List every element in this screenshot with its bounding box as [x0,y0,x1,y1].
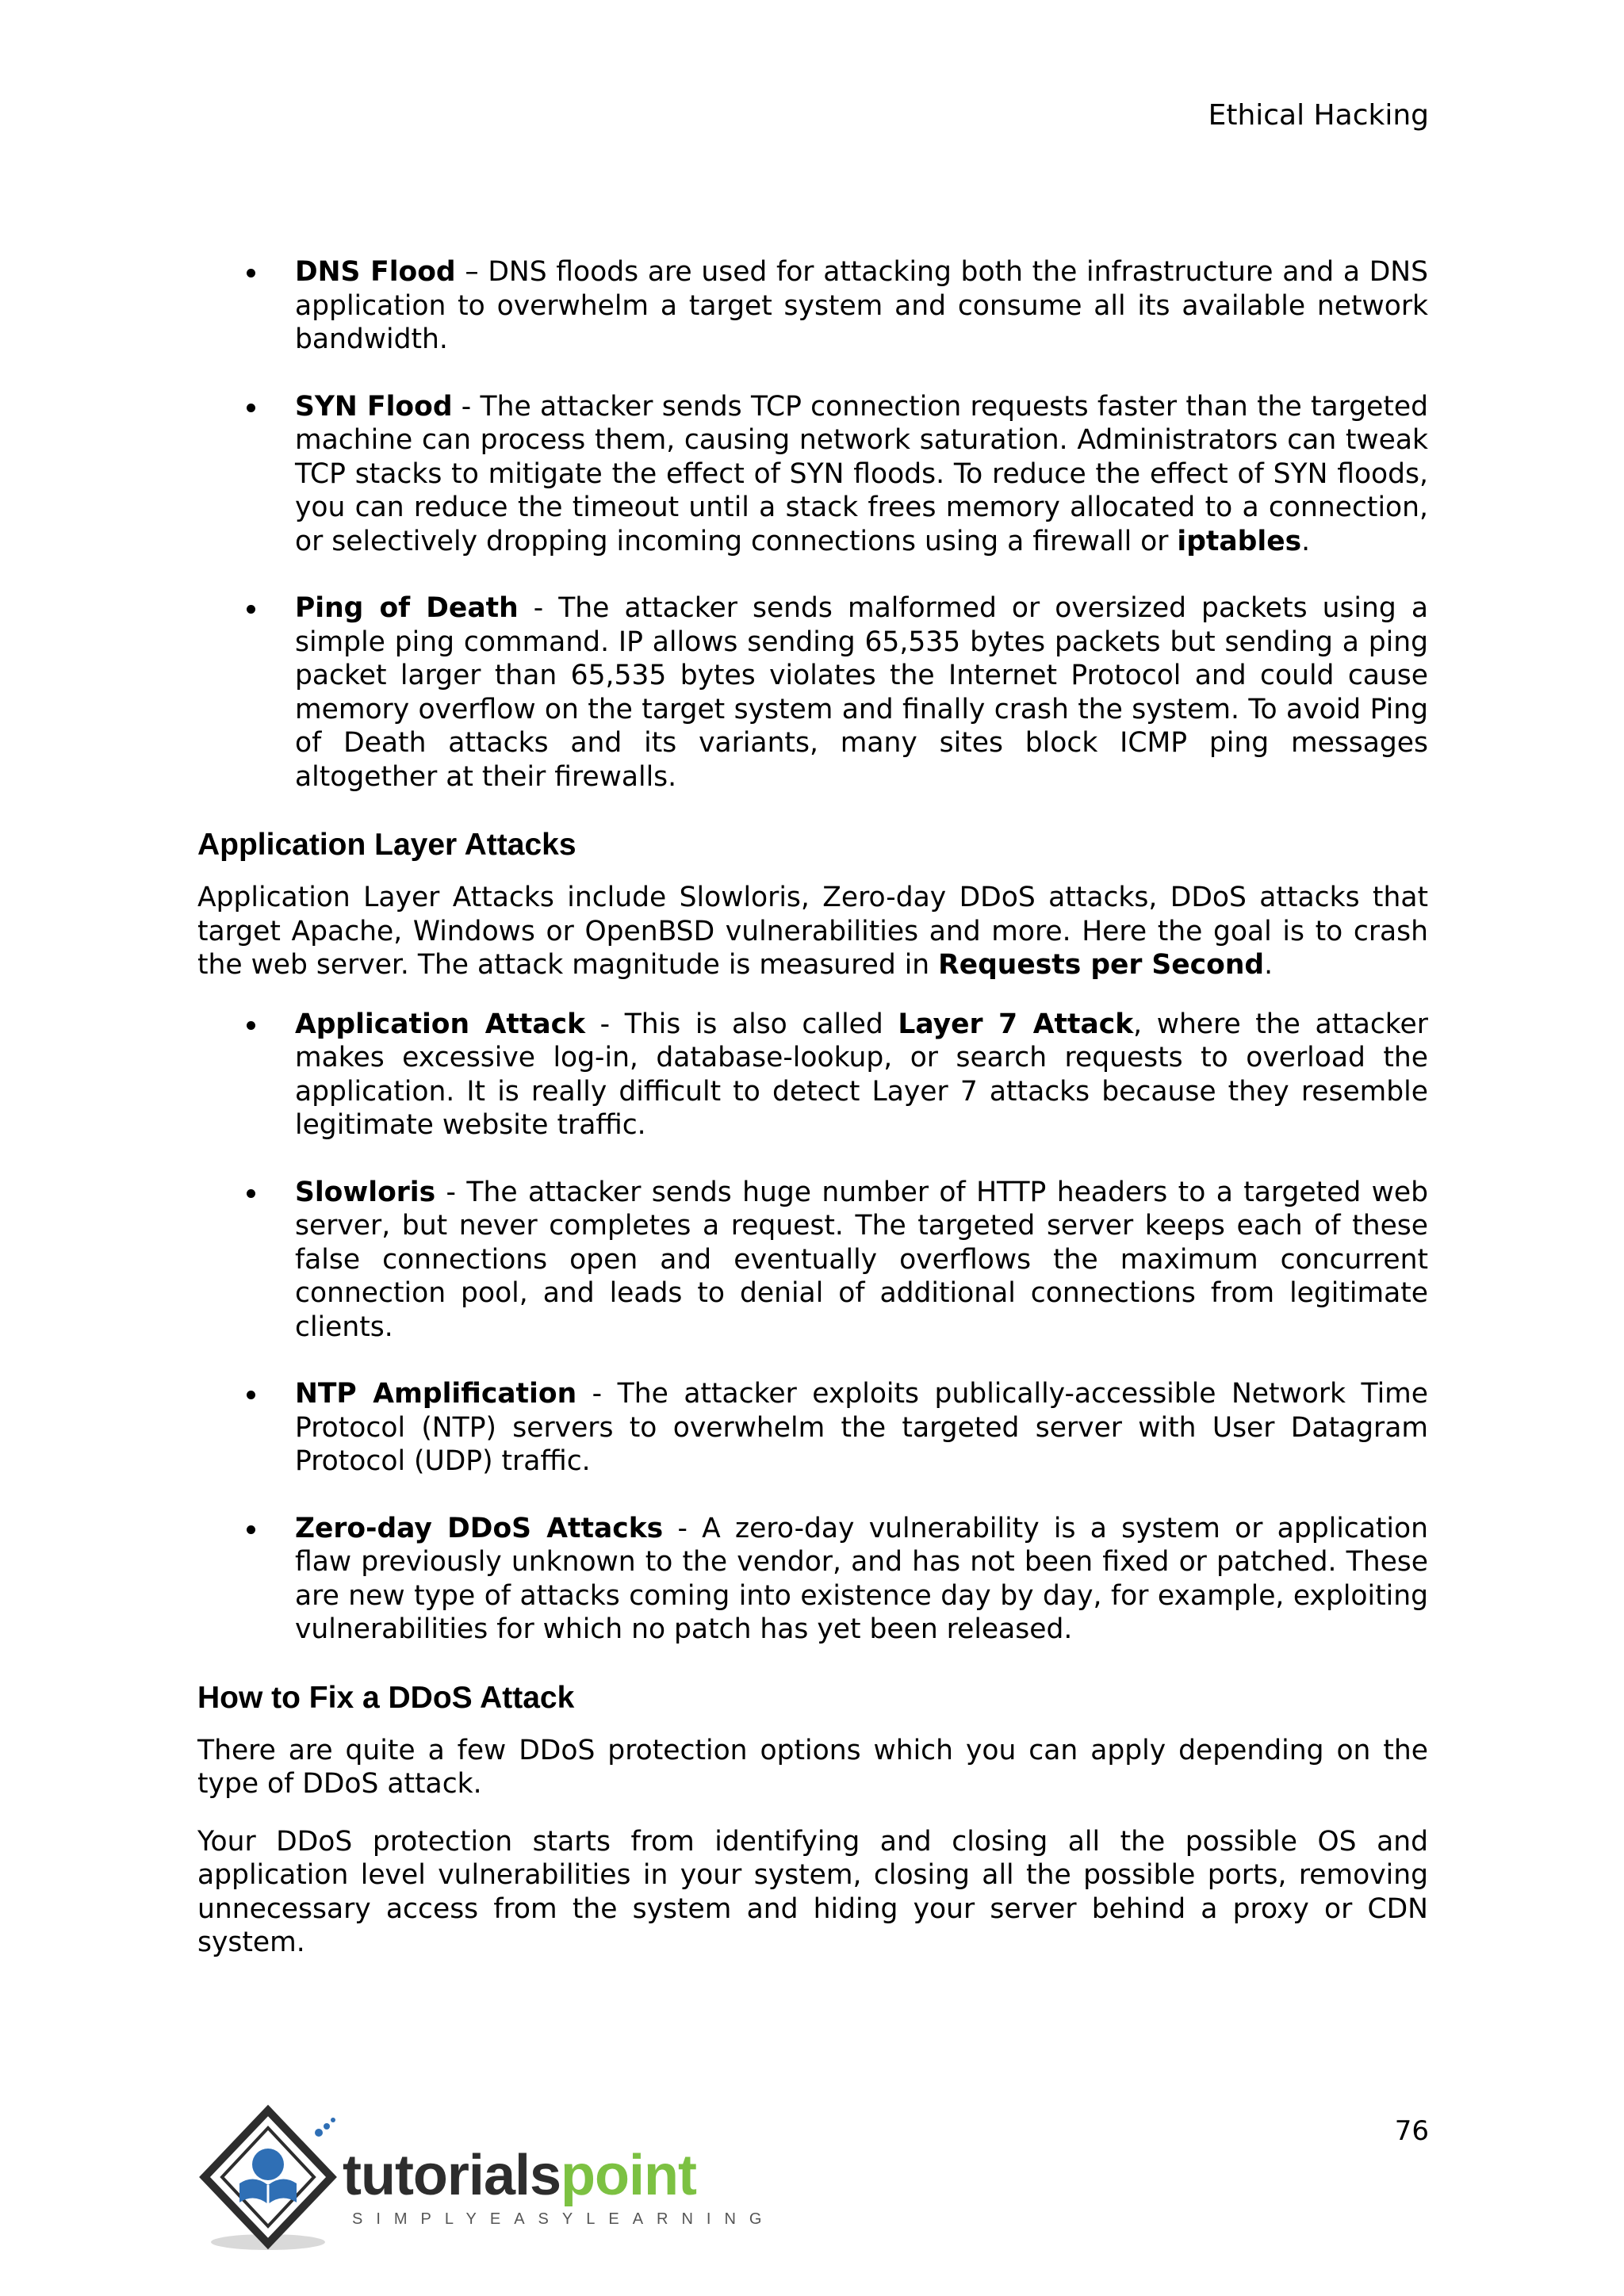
bullet-text: - The attacker sends huge number of HTTP headers to a targeted web server, but never completes a request. The targeted server keeps each of these false connections open and eventually overflows the maximum concurrent connection pool, and leads to denial of additional connections from legitimate clients. [295,1176,1428,1343]
paragraph-application-layer-intro [197,881,1428,982]
bullet-text: - The attacker sends TCP connection requests faster than the targeted machine can process them, causing network saturation. Administrators can tweak TCP stacks to mitigate the effect of SYN floods. To reduce the effect of SYN floods, you can reduce the timeout until a stack frees memory allocated to a connection, or selectively dropping incoming connections using a firewall or [295,390,1428,557]
list-item [197,1377,1428,1479]
bullet-term: Application Attack [295,1008,586,1040]
bullet-icon [247,1525,255,1534]
bullet-icon [247,1021,255,1030]
heading-how-to-fix: How to Fix a DDoS Attack [197,1680,575,1715]
bullet-term: NTP Amplification [295,1378,577,1410]
paragraph-fix-1: There are quite a few DDoS protection options which you can apply depending on the type of DDoS attack. [197,1734,1428,1800]
heading-application-layer-attacks: Application Layer Attacks [197,828,576,862]
bullet-icon [247,1391,255,1399]
paragraph-fix-2: Your DDoS protection starts from identifying and closing all the possible OS and application level vulnerabilities in your system, closing all the possible ports, removing unnecessary access from the system and hiding your server behind a proxy or CDN system. [197,1825,1428,1958]
list-item [197,1008,1428,1142]
page-content [197,255,1428,1984]
list-item [197,390,1428,559]
running-header: Ethical Hacking [1208,99,1429,132]
bullet-icon [247,605,255,614]
bullet-icon [247,1189,255,1198]
list-item [197,591,1428,794]
logo-word-tutorials: tutorials [343,2144,561,2207]
book-diamond-icon [195,2101,346,2260]
logo-wordmark [343,2144,696,2207]
bullet-icon [247,404,255,412]
intro-end-text: . [1264,949,1274,981]
bullet-term: Zero-day DDoS Attacks [295,1512,664,1544]
bullet-text: - The attacker exploits publically-accessible Network Time Protocol (NTP) servers to overwhelm the targeted server with User Datagram Protocol (UDP) traffic. [295,1378,1428,1477]
bullet-text: , where the attacker makes excessive log-in, database-lookup, or search requests to overload the application. It is really difficult to detect Layer 7 attacks because they resemble legitimate website traffic. [295,1008,1428,1141]
bullet-icon [247,269,255,277]
bullet-bold-text: iptables [1177,525,1302,557]
bullet-text: - This is also called [585,1008,898,1040]
list-item [197,1176,1428,1345]
intro-text: Application Layer Attacks include Slowloris, Zero-day DDoS attacks, DDoS attacks that target Apache, Windows or OpenBSD vulnerabilities and more. Here the goal is to crash the web server. The attack magnitude is measured in [197,882,1428,981]
bullet-text: - The attacker sends malformed or oversized packets using a simple ping command. IP allows sending 65,535 bytes packets but sending a ping packet larger than 65,535 bytes violates the Internet Protocol and could cause memory overflow on the target system and finally crash the system. To avoid Ping of Death attacks and its variants, many sites block ICMP ping messages altogether at their firewalls. [295,592,1428,793]
list-item [197,1512,1428,1647]
bullet-list-application-attacks [197,1008,1428,1647]
bullet-term: DNS Flood [295,256,456,288]
logo-word-point: point [561,2144,696,2207]
logo-tagline: SIMPLYEASYLEARNING [352,2210,776,2228]
bullet-text: – DNS floods are used for attacking both the infrastructure and a DNS application to overwhelm a target system and consume all its available network bandwidth. [295,256,1428,355]
page-number: 76 [1394,2115,1429,2147]
bullet-text: - A zero-day vulnerability is a system or application flaw previously unknown to the vendor, and has not been fixed or patched. These are new type of attacks coming into existence day by day, for example, exploiting vulnerabilities for which no patch has yet been released. [295,1512,1428,1645]
intro-bold-text: Requests per Second [938,949,1265,981]
tutorialspoint-logo [195,2101,776,2260]
bullet-term: Ping of Death [295,592,519,624]
bullet-bold-text: Layer 7 Attack [898,1008,1134,1040]
bullet-term: SYN Flood [295,390,453,423]
bullet-text: . [1301,525,1311,557]
list-item [197,255,1428,357]
bullet-term: Slowloris [295,1176,436,1208]
bullet-list-flood-attacks [197,255,1428,794]
